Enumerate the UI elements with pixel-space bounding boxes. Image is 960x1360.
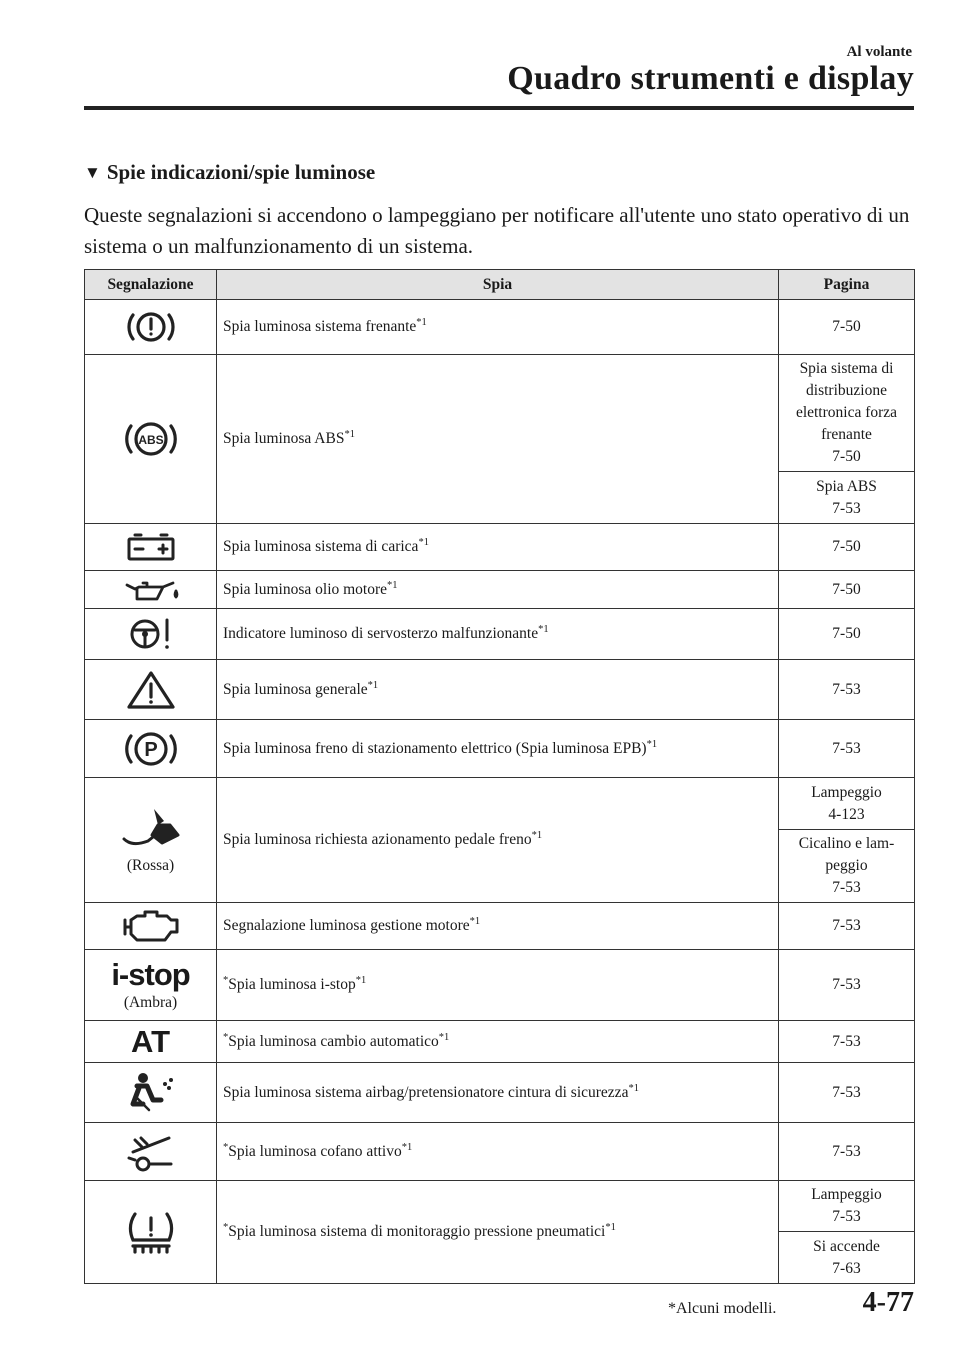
intro-paragraph: Queste segnalazioni si accendono o lampeggiano per notificare all'utente uno stato operativo di un sistema o un malfunzionamento di un sistema. [84, 203, 910, 258]
page-cell: Si accende 7-63 [779, 1232, 915, 1284]
light-cell: *Spia luminosa cofano attivo$^{*1}$ [217, 1123, 779, 1181]
signal-cell [85, 1021, 217, 1063]
table-row [85, 1181, 915, 1232]
table-row [85, 903, 915, 950]
section-marker: ▼ [84, 163, 101, 182]
table-row [85, 609, 915, 660]
header-rule [84, 106, 914, 110]
airbag-icon [123, 1070, 179, 1116]
at-icon: AT [130, 1023, 171, 1059]
signal-cell [85, 300, 217, 355]
signal-cell [85, 524, 217, 571]
light-cell: Indicatore luminoso di servosterzo malfunzionante$^{*1}$ [217, 609, 779, 660]
signal-cell [85, 1181, 217, 1284]
table-row [85, 720, 915, 778]
signal-cell [85, 660, 217, 720]
icon-caption: (Rossa) [126, 857, 175, 874]
power-steering-icon [123, 614, 179, 654]
parking-brake-icon [119, 727, 183, 771]
table-row [85, 524, 915, 571]
svg-text:ABS: ABS [137, 433, 164, 447]
page-cell: 7-53 [779, 1063, 915, 1123]
page-cell: 7-53 [779, 903, 915, 950]
page-cell: Lampeggio 4-123 [779, 778, 915, 830]
light-cell: Spia luminosa generale$^{*1}$ [217, 660, 779, 720]
page-cell: 7-53 [779, 660, 915, 720]
signal-cell [85, 903, 217, 950]
brake-pedal-icon [118, 805, 184, 851]
table-row [85, 300, 915, 355]
table-row [85, 778, 915, 830]
signal-cell [85, 1063, 217, 1123]
table-row [85, 1021, 915, 1063]
signal-cell [85, 720, 217, 778]
section-title [84, 160, 375, 185]
light-cell: Segnalazione luminosa gestione motore$^{*1}$ [217, 903, 779, 950]
signal-cell [85, 950, 217, 1021]
active-bonnet-icon [121, 1130, 181, 1174]
page-cell: 7-50 [779, 571, 915, 609]
page-cell: 7-53 [779, 1021, 915, 1063]
col-header-light: Spia [217, 270, 779, 300]
battery-icon [123, 531, 179, 563]
footnote: *Alcuni modelli. [668, 1300, 777, 1317]
light-cell: *Spia luminosa sistema di monitoraggio pressione pneumatici$^{*1}$ [217, 1181, 779, 1284]
table-row [85, 355, 915, 472]
i-stop-icon: i-stop [111, 957, 190, 992]
tire-pressure-icon [121, 1208, 181, 1256]
table-row [85, 1063, 915, 1123]
table-row [85, 571, 915, 609]
page-cell: Cicalino e lam-peggio 7-53 [779, 830, 915, 903]
page-cell: 7-50 [779, 609, 915, 660]
brake-warning-icon [121, 307, 181, 347]
signal-cell [85, 1123, 217, 1181]
light-cell: Spia luminosa olio motore$^{*1}$ [217, 571, 779, 609]
abs-warning-icon [119, 417, 183, 461]
section-title-text: Spie indicazioni/spie luminose [106, 160, 376, 184]
page-number: 4-77 [862, 1287, 914, 1318]
page-cell: Spia sistema di distribuzione elettronica forza frenante 7-50 [779, 355, 915, 472]
table-row [85, 950, 915, 1021]
page-title: Quadro strumenti e display [507, 60, 914, 97]
page-cell: 7-53 [779, 1123, 915, 1181]
page-cell: 7-50 [779, 524, 915, 571]
icon-caption: (Ambra) [123, 994, 178, 1011]
light-cell: Spia luminosa sistema di carica$^{*1}$ [217, 524, 779, 571]
chapter-label: Al volante [846, 44, 912, 60]
table-row [85, 1123, 915, 1181]
signal-cell [85, 778, 217, 903]
light-cell: Spia luminosa freno di stazionamento elettrico (Spia luminosa EPB)$^{*1}$ [217, 720, 779, 778]
light-cell: Spia luminosa ABS$^{*1}$ [217, 355, 779, 524]
signal-cell [85, 609, 217, 660]
oil-can-icon [119, 577, 183, 603]
page-cell: 7-53 [779, 950, 915, 1021]
page-cell: Lampeggio 7-53 [779, 1181, 915, 1232]
light-cell: Spia luminosa richiesta azionamento pedale freno$^{*1}$ [217, 778, 779, 903]
engine-check-icon [119, 908, 183, 944]
light-cell: *Spia luminosa i-stop$^{*1}$ [217, 950, 779, 1021]
light-cell: Spia luminosa sistema airbag/pretensionatore cintura di sicurezza$^{*1}$ [217, 1063, 779, 1123]
signal-cell [85, 571, 217, 609]
col-header-page: Pagina [779, 270, 915, 300]
signal-cell [85, 355, 217, 524]
master-warning-icon [125, 669, 177, 711]
light-cell: Spia luminosa sistema frenante$^{*1}$ [217, 300, 779, 355]
page-cell: Spia ABS 7-53 [779, 472, 915, 524]
page-cell: 7-50 [779, 300, 915, 355]
warning-lights-table [84, 269, 915, 1284]
light-cell: *Spia luminosa cambio automatico$^{*1}$ [217, 1021, 779, 1063]
svg-text:P: P [143, 738, 158, 761]
table-header-row [85, 270, 915, 300]
page-cell: 7-53 [779, 720, 915, 778]
col-header-signal: Segnalazione [85, 270, 217, 300]
table-row [85, 660, 915, 720]
